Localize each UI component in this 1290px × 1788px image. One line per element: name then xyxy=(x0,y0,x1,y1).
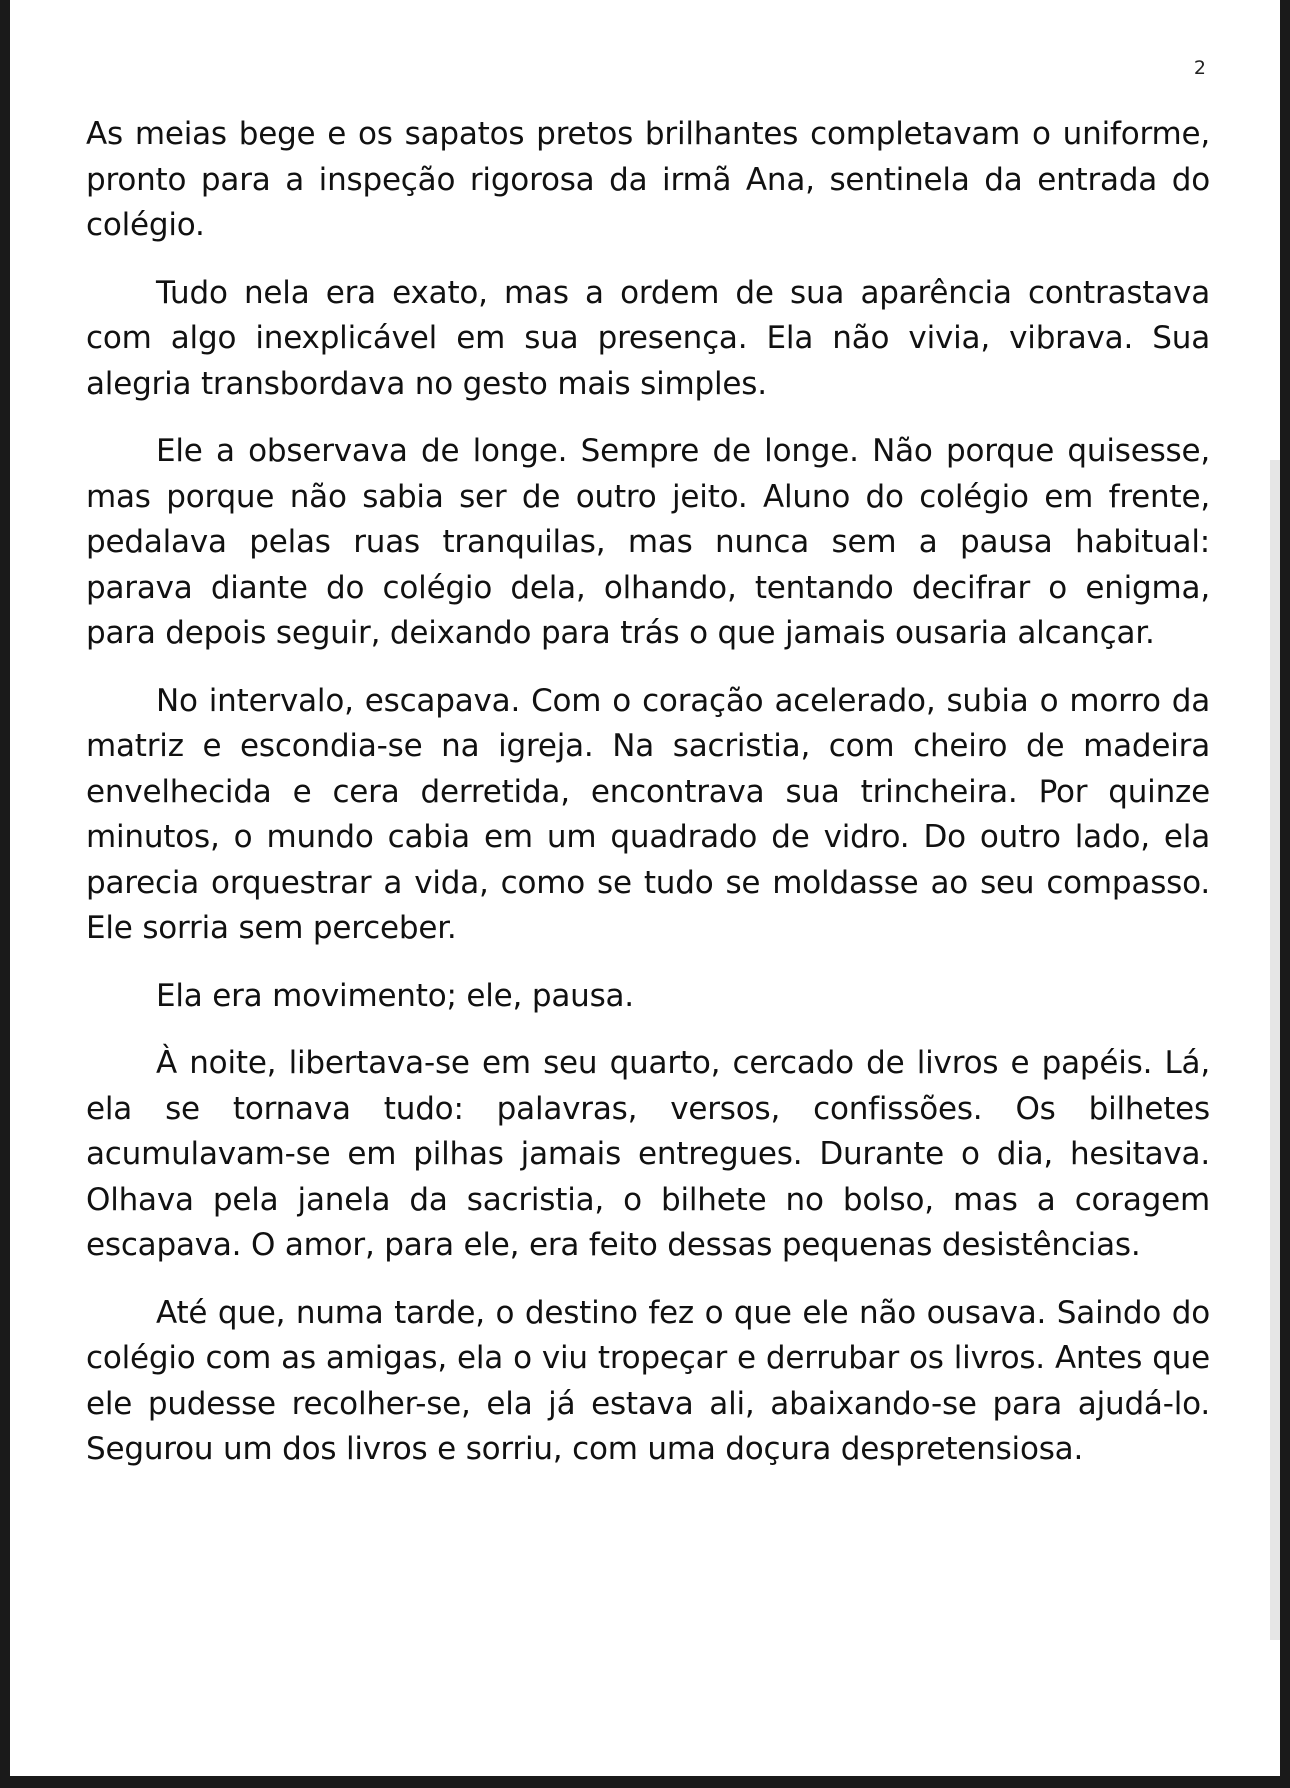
document-page xyxy=(10,0,1280,1776)
scrollbar-track[interactable] xyxy=(1270,460,1280,1640)
page-number: 2 xyxy=(1193,57,1206,79)
paragraph-3: Ele a observava de longe. Sempre de longe. Não porque quisesse, mas porque não sabia ser de outro jeito. Aluno do colégio em frente, pedalava pelas ruas tranquilas, mas nunca sem a pausa habitual: parava diante do colégio dela, olhando, tentando decifrar o enigma, para depois seguir, deixando para trás o que jamais ousaria alcançar. xyxy=(86,433,1210,651)
paragraph-1: As meias bege e os sapatos pretos brilhantes completavam o uniforme, pronto para a inspeção rigorosa da irmã Ana, sentinela da entrada do colégio. xyxy=(86,116,1210,243)
body-text xyxy=(86,112,1210,1473)
paragraph-7: Até que, numa tarde, o destino fez o que ele não ousava. Saindo do colégio com as amigas, ela o viu tropeçar e derrubar os livros. Antes que ele pudesse recolher-se, ela já estava ali, abaixando-se para ajudá-lo. Segurou um dos livros e sorriu, com uma doçura despretensiosa. xyxy=(86,1294,1210,1467)
paragraph-6: À noite, libertava-se em seu quarto, cercado de livros e papéis. Lá, ela se tornava tudo: palavras, versos, confissões. Os bilhetes acumulavam-se em pilhas jamais entregues. Durante o dia, hesitava. Olhava pela janela da sacristia, o bilhete no bolso, mas a coragem escapava. O amor, para ele, era feito dessas pequenas desistências. xyxy=(86,1045,1210,1263)
paragraph-4: No intervalo, escapava. Com o coração acelerado, subia o morro da matriz e escondia-se na igreja. Na sacristia, com cheiro de madeira envelhecida e cera derretida, encontrava sua trincheira. Por quinze minutos, o mundo cabia em um quadrado de vidro. Do outro lado, ela parecia orquestrar a vida, como se tudo se moldasse ao seu compasso. Ele sorria sem perceber. xyxy=(86,682,1210,946)
paragraph-5: Ela era movimento; ele, pausa. xyxy=(156,977,634,1014)
paragraph-2: Tudo nela era exato, mas a ordem de sua aparência contrastava com algo inexplicável em sua presença. Ela não vivia, vibrava. Sua alegria transbordava no gesto mais simples. xyxy=(86,274,1210,402)
